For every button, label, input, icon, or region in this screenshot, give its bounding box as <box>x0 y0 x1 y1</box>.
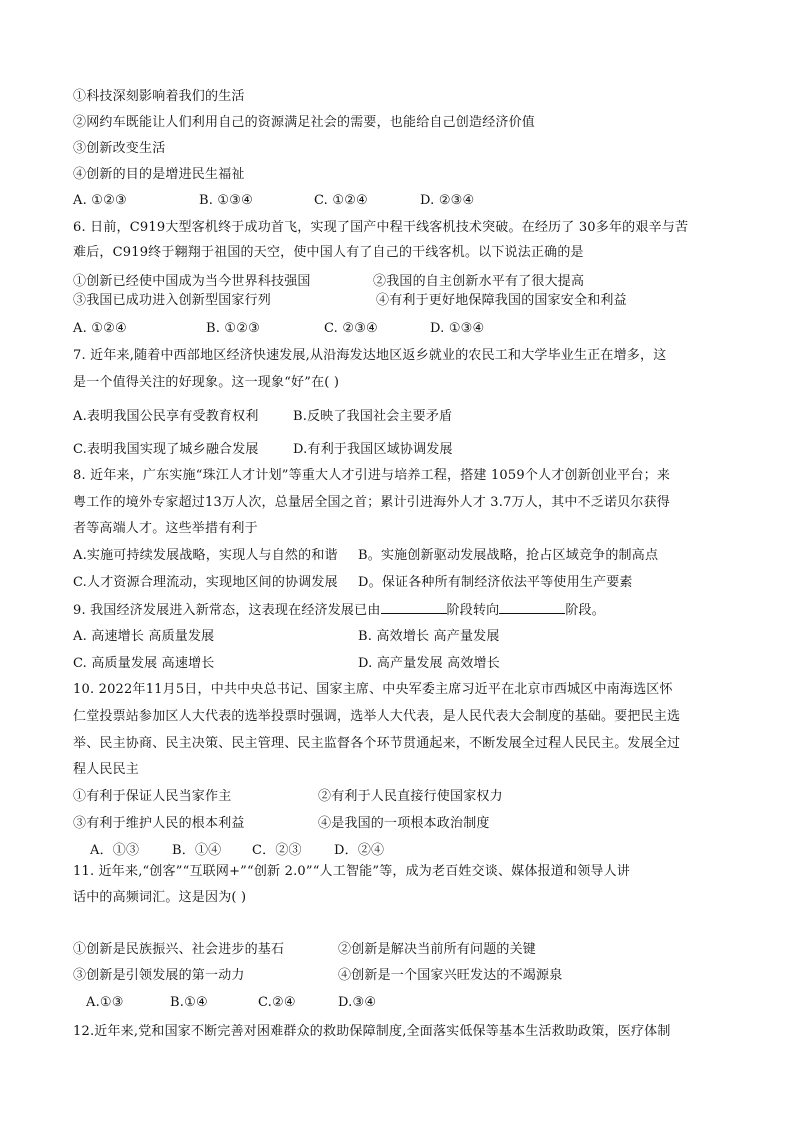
q11-option-b: B.①④ <box>170 995 208 1010</box>
q9-stem-part-2: 阶段转向 <box>446 603 500 618</box>
q11-statement-1: ①创新是民族振兴、社会进步的基石 <box>73 942 285 957</box>
q6-statements-row-1 <box>73 273 584 291</box>
q7-options-row-1 <box>73 408 452 426</box>
q5-option-a: A. ①②③ <box>73 193 127 208</box>
q11-option-a: A.①③ <box>86 995 124 1010</box>
q8-options-row-2 <box>73 574 633 592</box>
q6-option-d: D. ①③④ <box>430 321 485 336</box>
q8-stem-line-3: 者等高端人才。这些举措有利于 <box>73 521 258 536</box>
q11-statements-row-2 <box>73 967 562 985</box>
q9-blank-1 <box>381 601 447 614</box>
q9-stem-part-3: 阶段。 <box>565 603 605 618</box>
q8-option-b: B。实施创新驱动发展战略，抢占区域竞争的制高点 <box>358 548 659 563</box>
q11-stem-line-1: 11. 近年来,“创客”“互联网+”“创新 2.0”“人工智能”等，成为老百姓交谈、媒体报道和领导人讲 <box>73 864 631 879</box>
q11-option-d: D.③④ <box>338 995 377 1010</box>
q10-stem-line-1: 10. 2022年11月5日，中共中央总书记、国家主席、中央军委主席习近平在北京市西城区中南海选区怀 <box>73 682 673 697</box>
q10-option-c: C．②③ <box>252 843 302 858</box>
q7-options-row-2 <box>73 441 453 459</box>
q7-stem-line-2: 是一个值得关注的好现象。这一现象“好”在( ) <box>73 375 340 390</box>
q7-option-d: D.有利于我国区域协调发展 <box>293 442 453 457</box>
q6-stem-line-2: 难后，C919终于翱翔于祖国的天空，使中国人有了自己的干线客机。以下说法正确的是 <box>73 245 584 260</box>
q6-statement-3: ③我国已成功进入创新型国家行列 <box>73 293 272 308</box>
q9-blank-2 <box>499 601 565 614</box>
q8-option-d: D。保证各种所有制经济依法平等使用生产要素 <box>358 575 633 590</box>
q10-statements-row-2 <box>73 815 490 833</box>
q6-options <box>73 320 484 338</box>
q9-stem-part-1: 9. 我国经济发展进入新常态，这表现在经济发展已由 <box>73 603 381 618</box>
q9-option-b: B. 高效增长 高产量发展 <box>358 629 500 644</box>
q11-stem-line-2: 话中的高频词汇。这是因为( ) <box>73 890 247 905</box>
q10-statement-3: ③有利于维护人民的根本利益 <box>73 816 245 831</box>
q10-statement-2: ②有利于人民直接行使国家权力 <box>318 789 503 804</box>
q11-statement-4: ④创新是一个国家兴旺发达的不竭源泉 <box>338 968 563 983</box>
q6-option-b: B. ①②③ <box>206 321 260 336</box>
q10-stem-line-4: 程人民民主 <box>73 762 140 777</box>
q9-option-a: A. 高速增长 高质量发展 <box>73 629 215 644</box>
q9-options-row-2 <box>73 655 500 673</box>
q7-option-b: B.反映了我国社会主要矛盾 <box>293 409 453 424</box>
q6-option-a: A. ①②④ <box>73 321 127 336</box>
q10-statement-4: ④是我国的一项根本政治制度 <box>318 816 490 831</box>
q10-statements-row-1 <box>73 788 503 806</box>
q5-option-c: C. ①②④ <box>314 193 368 208</box>
q11-options <box>86 994 376 1012</box>
q5-option-b: B. ①③④ <box>199 193 253 208</box>
q9-options-row-1 <box>73 628 500 646</box>
q5-option-d: D. ②③④ <box>420 193 475 208</box>
q5-statement-2: ②网约车既能让人们利用自己的资源满足社会的需要，也能给自己创造经济价值 <box>73 115 536 130</box>
q7-option-a: A.表明我国公民享有受教育权利 <box>73 409 259 424</box>
q11-statements-row-1 <box>73 941 536 959</box>
q11-statement-2: ②创新是解决当前所有问题的关键 <box>338 942 537 957</box>
q10-statement-1: ①有利于保证人民当家作主 <box>73 789 232 804</box>
q8-option-c: C.人才资源合理流动，实现地区间的协调发展 <box>73 575 338 590</box>
q10-stem-line-2: 仁堂投票站参加区人大代表的选举投票时强调，选举人大代表，是人民代表大会制度的基础。要把民主选 <box>73 709 681 724</box>
q10-options <box>90 842 384 860</box>
q6-statement-1: ①创新已经使中国成为当今世界科技强国 <box>73 274 311 289</box>
q8-options-row-1 <box>73 547 658 565</box>
q10-option-a: A．①③ <box>90 843 140 858</box>
q8-stem-line-2: 粤工作的境外专家超过13万人次，总量居全国之首；累计引进海外人才 3.7万人，其中不乏诺贝尔获得 <box>73 495 670 510</box>
q7-stem-line-1: 7. 近年来,随着中西部地区经济快速发展,从沿海发达地区返乡就业的农民工和大学毕业生正在增多，这 <box>73 348 667 363</box>
q6-statement-2: ②我国的自主创新水平有了很大提高 <box>373 274 585 289</box>
q10-option-b: B．①④ <box>172 843 222 858</box>
q5-options <box>73 192 474 210</box>
q5-statement-1: ①科技深刻影响着我们的生活 <box>73 89 245 104</box>
q6-option-c: C. ②③④ <box>324 321 378 336</box>
q11-statement-3: ③创新是引领发展的第一动力 <box>73 968 245 983</box>
q12-stem-line-1: 12.近年来,党和国家不断完善对困难群众的救助保障制度,全面落实低保等基本生活救助政策，医疗体制 <box>73 1024 671 1039</box>
q10-stem-line-3: 举、民主协商、民主决策、民主管理、民主监督各个环节贯通起来，不断发展全过程人民民主。发展全过 <box>73 736 681 751</box>
q6-statements-row-2 <box>73 292 627 310</box>
q9-option-d: D. 高产量发展 高效增长 <box>358 656 500 671</box>
q7-option-c: C.表明我国实现了城乡融合发展 <box>73 442 259 457</box>
q9-stem <box>73 601 605 620</box>
q8-option-a: A.实施可持续发展战略，实现人与自然的和谐 <box>73 548 338 563</box>
q8-stem-line-1: 8. 近年来，广东实施“珠江人才计划”等重大人才引进与培养工程，搭建 1059个人才创新创业平台；来 <box>73 468 671 483</box>
q10-option-d: D．②④ <box>334 843 385 858</box>
q6-statement-4: ④有利于更好地保障我国的国家安全和利益 <box>376 293 627 308</box>
q6-stem-line-1: 6. 日前，C919大型客机终于成功首飞，实现了国产中程干线客机技术突破。在经历了 30多年的艰辛与苦 <box>73 220 689 235</box>
q5-statement-4: ④创新的目的是增进民生福祉 <box>73 167 245 182</box>
q9-option-c: C. 高质量发展 高速增长 <box>73 656 215 671</box>
q11-option-c: C.②④ <box>258 995 296 1010</box>
q5-statement-3: ③创新改变生活 <box>73 141 166 156</box>
